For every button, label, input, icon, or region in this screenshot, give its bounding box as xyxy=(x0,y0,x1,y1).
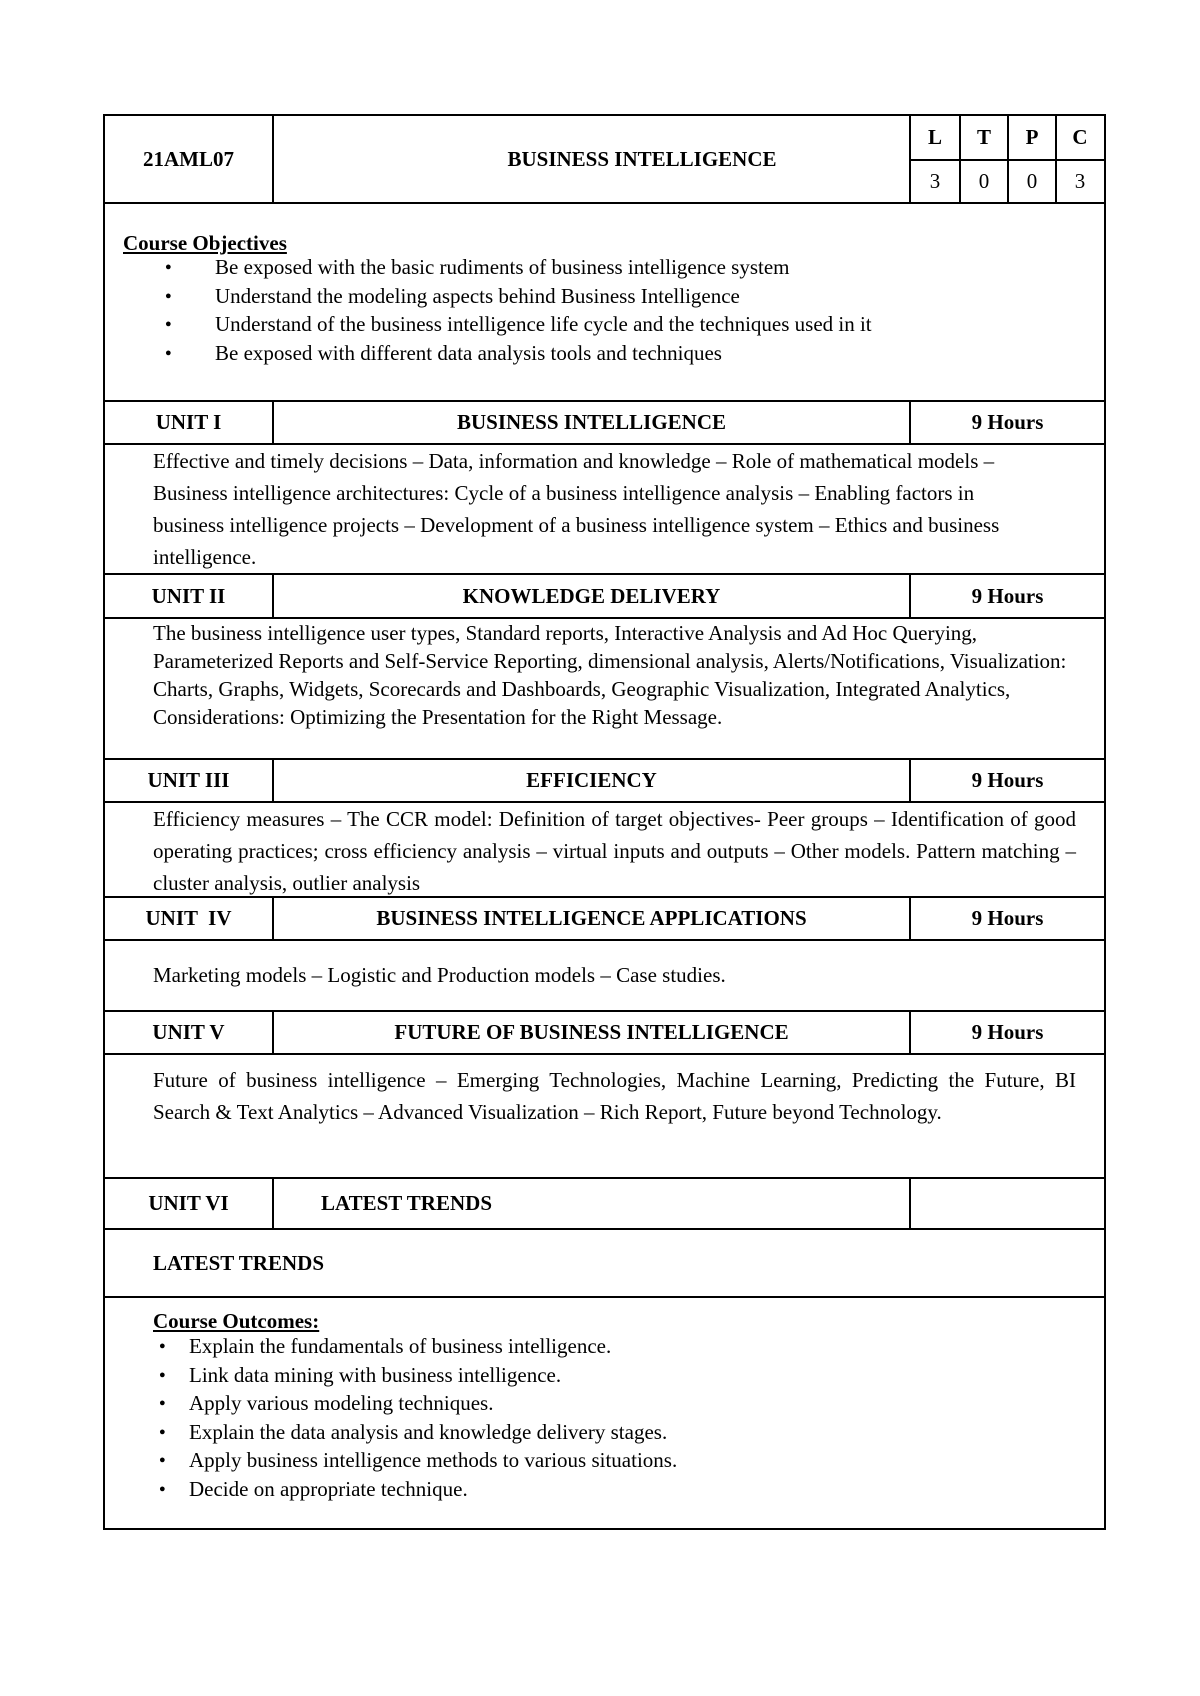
objective-item xyxy=(123,339,1094,368)
unit-4-content-row xyxy=(105,941,1104,1012)
course-outcomes-list xyxy=(153,1332,1094,1503)
ltpc-grid xyxy=(911,116,1104,202)
ltpc-label-c: C xyxy=(1072,125,1088,149)
ltpc-value-c: 3 xyxy=(1074,169,1086,193)
unit-1-content-row xyxy=(105,445,1104,575)
unit-4-title: BUSINESS INTELLIGENCE APPLICATIONS xyxy=(376,906,807,930)
unit-4-label: UNIT IV xyxy=(145,906,232,930)
course-objectives-section xyxy=(105,204,1104,402)
unit-6-label: UNIT VI xyxy=(148,1191,229,1215)
outcome-item xyxy=(153,1446,1094,1475)
unit-2-header-row xyxy=(105,575,1104,619)
objective-text: Understand of the business intelligence life cycle and the techniques used in it xyxy=(215,312,872,336)
ltpc-label-t: T xyxy=(976,125,991,149)
outcome-item xyxy=(153,1475,1094,1504)
ltpc-value-l: 3 xyxy=(929,169,941,193)
unit-3-label: UNIT III xyxy=(147,768,230,792)
unit-5-header-row xyxy=(105,1012,1104,1055)
unit-2-title: KNOWLEDGE DELIVERY xyxy=(462,583,721,608)
objective-item xyxy=(123,253,1094,282)
unit-1-content: Effective and timely decisions – Data, information and knowledge – Role of mathematical models – Business intelligence architectures: Cycle of a business intelligence analysis – Enabling factors in business intelligence projects – Development of a business intelligence system – Ethics and business intelligence. xyxy=(153,449,1000,569)
unit-6-title: LATEST TRENDS xyxy=(321,1191,492,1215)
course-code: 21AML07 xyxy=(143,146,234,171)
unit-4-content: Marketing models – Logistic and Production models – Case studies. xyxy=(153,963,726,987)
unit-4-hours: 9 Hours xyxy=(971,906,1044,930)
course-outcomes-section xyxy=(105,1298,1104,1528)
course-header-row xyxy=(105,116,1104,204)
unit-2-content: The business intelligence user types, Standard reports, Interactive Analysis and Ad Hoc Querying, Parameterized Reports and Self-Service Reporting, dimensional analysis, Alerts/Notifications, Visualization: Charts, Graphs, Widgets, Scorecards and Dashboards, Geographic Visualization, Integrated Analytics, Considerations: Optimizing the Presentation for the Right Message. xyxy=(153,621,1067,729)
unit-6-hours xyxy=(911,1179,1104,1228)
unit-5-title: FUTURE OF BUSINESS INTELLIGENCE xyxy=(394,1020,789,1044)
outcome-item xyxy=(153,1332,1094,1361)
unit-1-hours: 9 Hours xyxy=(971,410,1044,434)
unit-5-content-row xyxy=(105,1055,1104,1179)
objective-item xyxy=(123,282,1094,311)
ltpc-value-t: 0 xyxy=(978,169,990,193)
outcome-text: Explain the data analysis and knowledge delivery stages. xyxy=(189,1419,668,1444)
unit-5-content: Future of business intelligence – Emerging Technologies, Machine Learning, Predicting the Future, BI Search & Text Analytics – Advanced Visualization – Rich Report, Future beyond Technology. xyxy=(153,1068,1076,1124)
unit-6-content: LATEST TRENDS xyxy=(153,1250,324,1275)
course-objectives-title: Course Objectives xyxy=(123,231,287,255)
objective-text: Be exposed with the basic rudiments of business intelligence system xyxy=(215,255,790,279)
unit-1-label: UNIT I xyxy=(155,410,222,434)
unit-5-hours: 9 Hours xyxy=(971,1020,1044,1044)
unit-2-label: UNIT II xyxy=(151,583,226,608)
unit-1-title: BUSINESS INTELLIGENCE xyxy=(456,410,727,434)
ltpc-label-p: P xyxy=(1025,125,1039,149)
objective-text: Be exposed with different data analysis tools and techniques xyxy=(215,340,722,365)
unit-1-header-row xyxy=(105,402,1104,445)
unit-2-content-row xyxy=(105,619,1104,760)
outcome-item xyxy=(153,1418,1094,1447)
objective-item xyxy=(123,310,1094,339)
course-title: BUSINESS INTELLIGENCE xyxy=(507,146,777,171)
course-outcomes-title: Course Outcomes: xyxy=(153,1309,320,1333)
unit-3-content-row xyxy=(105,803,1104,898)
unit-6-content-row xyxy=(105,1230,1104,1298)
syllabus-table xyxy=(103,114,1106,1530)
unit-4-header-row xyxy=(105,898,1104,941)
unit-3-content: Efficiency measures – The CCR model: Definition of target objectives- Peer groups – Identification of good operating practices; cross efficiency analysis – virtual inputs and outputs – Other models. Pattern matching – cluster analysis, outlier analysis xyxy=(153,807,1076,895)
course-objectives-list xyxy=(123,253,1094,367)
unit-3-title: EFFICIENCY xyxy=(526,768,657,792)
unit-2-hours: 9 Hours xyxy=(971,583,1044,608)
ltpc-value-p: 0 xyxy=(1026,169,1038,193)
ltpc-label-l: L xyxy=(927,125,942,149)
unit-3-header-row xyxy=(105,760,1104,803)
outcome-text: Explain the fundamentals of business intelligence. xyxy=(189,1334,612,1358)
outcome-text: Apply business intelligence methods to various situations. xyxy=(189,1448,678,1472)
outcome-text: Apply various modeling techniques. xyxy=(189,1391,494,1415)
outcome-item xyxy=(153,1361,1094,1390)
objective-text: Understand the modeling aspects behind Business Intelligence xyxy=(215,283,740,308)
unit-5-label: UNIT V xyxy=(152,1020,225,1044)
outcome-text: Decide on appropriate technique. xyxy=(189,1476,468,1501)
outcome-item xyxy=(153,1389,1094,1418)
unit-6-header-row xyxy=(105,1179,1104,1230)
outcome-text: Link data mining with business intelligence. xyxy=(189,1362,562,1387)
unit-3-hours: 9 Hours xyxy=(971,768,1044,792)
